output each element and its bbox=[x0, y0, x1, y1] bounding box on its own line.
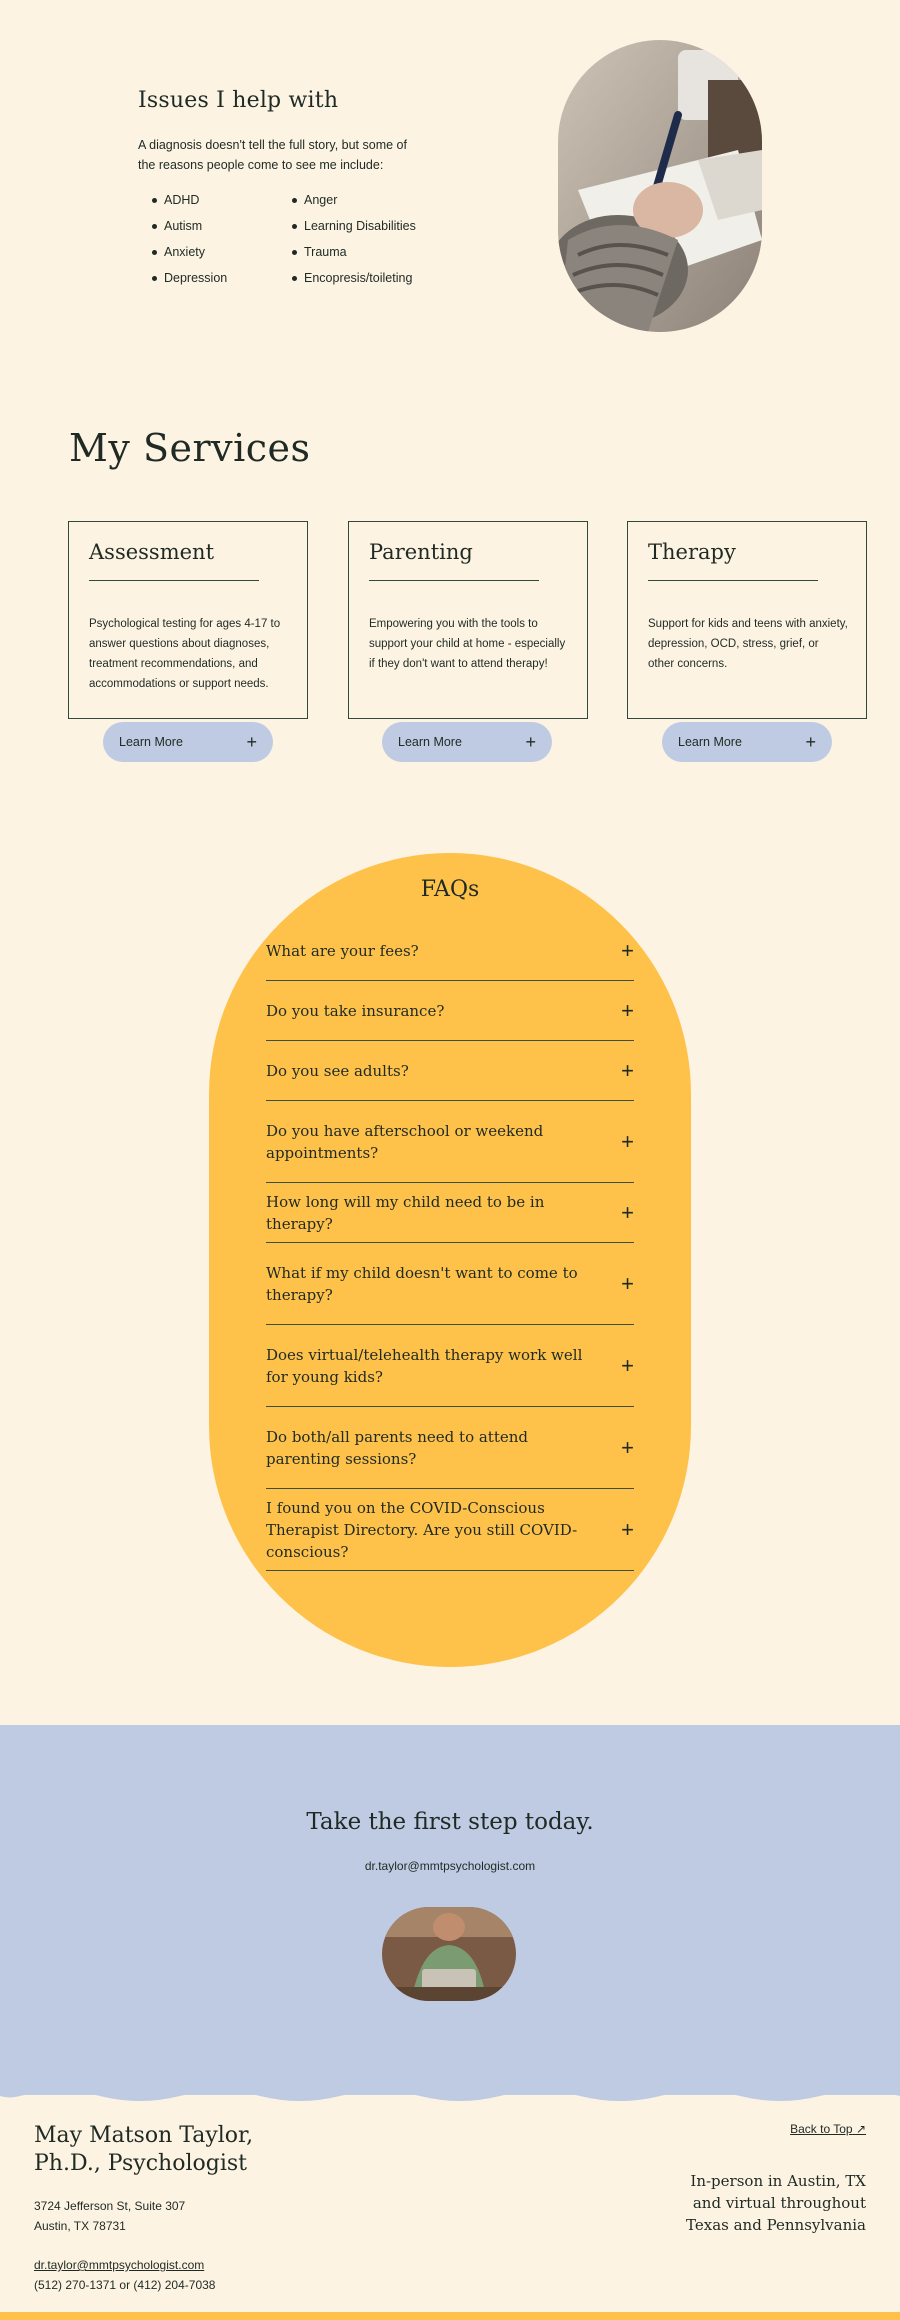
faq-question: Does virtual/telehealth therapy work well for young kids? bbox=[266, 1345, 583, 1386]
list-item: Autism bbox=[138, 213, 278, 239]
plus-icon: + bbox=[621, 1516, 634, 1542]
cta-title: Take the first step today. bbox=[306, 1809, 594, 1835]
faq-item-covid[interactable] bbox=[266, 1489, 634, 1571]
list-item: Trauma bbox=[278, 239, 416, 265]
service-description: Support for kids and teens with anxiety, depression, OCD, stress, grief, or other concerns. bbox=[648, 618, 848, 670]
faq-item-telehealth[interactable] bbox=[266, 1325, 634, 1407]
issues-list-right bbox=[278, 187, 416, 291]
list-item: Depression bbox=[138, 265, 278, 291]
footer-contact bbox=[34, 2255, 215, 2295]
plus-icon: + bbox=[621, 1270, 634, 1296]
plus-icon: + bbox=[805, 731, 816, 752]
footer-locations: In-person in Austin, TX and virtual throughout Texas and Pennsylvania bbox=[686, 2172, 866, 2234]
plus-icon: + bbox=[621, 1057, 634, 1083]
button-label: Learn More bbox=[398, 735, 462, 749]
plus-icon: + bbox=[621, 1434, 634, 1460]
list-item: ADHD bbox=[138, 187, 278, 213]
faq-question: What are your fees? bbox=[266, 941, 419, 960]
service-card-parenting bbox=[348, 521, 588, 719]
hero-photo-writing bbox=[558, 40, 762, 332]
services-title: My Services bbox=[69, 426, 311, 470]
cta-photo-child bbox=[382, 1907, 516, 2001]
faq-question: Do you see adults? bbox=[266, 1061, 409, 1080]
faq-question: Do both/all parents need to attend parenting sessions? bbox=[266, 1427, 529, 1468]
footer-name: May Matson Taylor, Ph.D., Psychologist bbox=[34, 2123, 254, 2176]
footer-phone: (512) 270-1371 or (412) 204-7038 bbox=[34, 2278, 216, 2292]
list-item: Anger bbox=[278, 187, 416, 213]
faq-title: FAQs bbox=[420, 877, 480, 902]
issues-intro: A diagnosis doesn't tell the full story, but some of the reasons people come to see me include: bbox=[138, 138, 407, 172]
cta-email-link[interactable]: dr.taylor@mmtpsychologist.com bbox=[364, 1859, 536, 1873]
faq-item-adults[interactable] bbox=[266, 1041, 634, 1101]
arrow-up-right-icon: ↗ bbox=[855, 2122, 866, 2136]
faq-question: How long will my child need to be in therapy? bbox=[266, 1192, 545, 1233]
parenting-learn-more-button[interactable] bbox=[382, 722, 552, 762]
plus-icon: + bbox=[621, 937, 634, 963]
plus-icon: + bbox=[525, 731, 536, 752]
faq-question: I found you on the COVID-Conscious Therapist Directory. Are you still COVID-conscious? bbox=[266, 1498, 578, 1561]
plus-icon: + bbox=[621, 1128, 634, 1154]
list-item: Learning Disabilities bbox=[278, 213, 416, 239]
issues-section bbox=[138, 88, 438, 291]
faq-question: Do you have afterschool or weekend appointments? bbox=[266, 1121, 544, 1162]
bottom-accent-bar bbox=[0, 2312, 900, 2320]
issues-title: Issues I help with bbox=[138, 88, 339, 113]
divider bbox=[648, 580, 818, 581]
service-title: Therapy bbox=[648, 540, 736, 564]
wave-divider bbox=[0, 2078, 900, 2108]
address-line: Austin, TX 78731 bbox=[34, 2219, 126, 2233]
divider bbox=[89, 580, 259, 581]
faq-item-insurance[interactable] bbox=[266, 981, 634, 1041]
list-item: Anxiety bbox=[138, 239, 278, 265]
service-title: Parenting bbox=[369, 540, 473, 564]
plus-icon: + bbox=[246, 731, 257, 752]
address-line: 3724 Jefferson St, Suite 307 bbox=[34, 2199, 186, 2213]
service-card-assessment bbox=[68, 521, 308, 719]
service-description: Empowering you with the tools to support your child at home - especially if they don't want to attend therapy! bbox=[369, 618, 566, 670]
button-label: Learn More bbox=[119, 735, 183, 749]
faq-list bbox=[266, 921, 634, 1571]
footer-email-link[interactable]: dr.taylor@mmtpsychologist.com bbox=[34, 2258, 205, 2272]
service-title: Assessment bbox=[89, 540, 215, 564]
button-label: Learn More bbox=[678, 735, 742, 749]
service-card-therapy bbox=[627, 521, 867, 719]
issues-list-left bbox=[138, 187, 278, 291]
faq-item-parenting-sessions[interactable] bbox=[266, 1407, 634, 1489]
list-item: Encopresis/toileting bbox=[278, 265, 416, 291]
issues-columns bbox=[138, 187, 438, 291]
assessment-learn-more-button[interactable] bbox=[103, 722, 273, 762]
plus-icon: + bbox=[621, 1352, 634, 1378]
back-to-top-label: Back to Top bbox=[790, 2122, 853, 2136]
faq-section bbox=[209, 853, 691, 1667]
faq-question: What if my child doesn't want to come to therapy? bbox=[266, 1263, 578, 1304]
service-description: Psychological testing for ages 4-17 to answer questions about diagnoses, treatment recommendations, and accommodations or support needs. bbox=[89, 618, 281, 690]
therapy-learn-more-button[interactable] bbox=[662, 722, 832, 762]
faq-question: Do you take insurance? bbox=[266, 1001, 445, 1020]
faq-item-appointments[interactable] bbox=[266, 1101, 634, 1183]
cta-section bbox=[0, 1725, 900, 2095]
divider bbox=[369, 580, 539, 581]
plus-icon: + bbox=[621, 1199, 634, 1225]
back-to-top-link[interactable] bbox=[790, 2122, 866, 2136]
faq-item-duration[interactable] bbox=[266, 1183, 634, 1243]
faq-item-reluctant-child[interactable] bbox=[266, 1243, 634, 1325]
plus-icon: + bbox=[621, 997, 634, 1023]
faq-item-fees[interactable] bbox=[266, 921, 634, 981]
footer-address bbox=[34, 2196, 185, 2236]
